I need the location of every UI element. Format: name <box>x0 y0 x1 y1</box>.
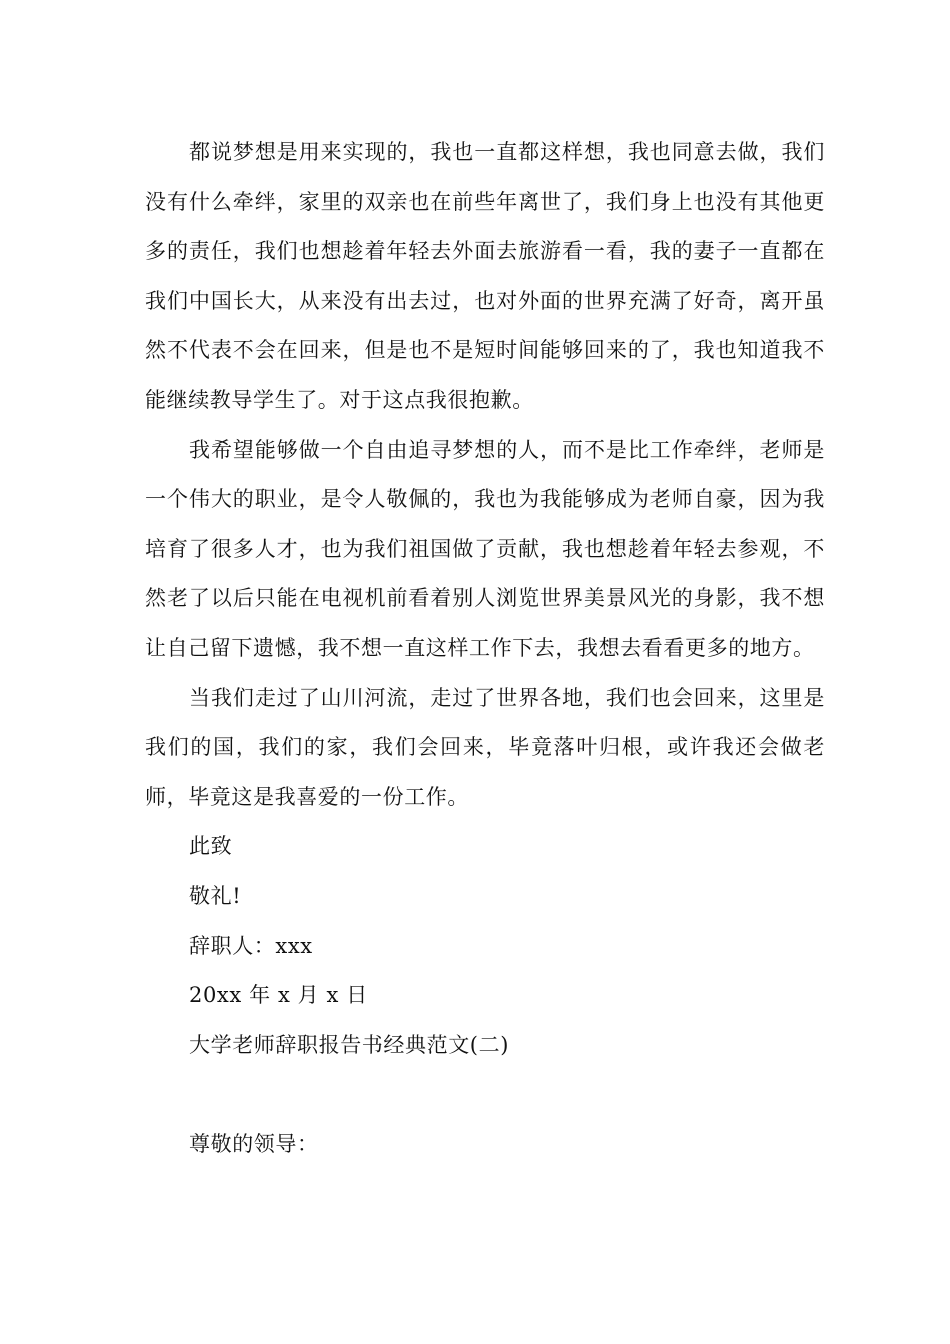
signature-line: 辞职人：xxx <box>189 933 313 958</box>
letter-body <box>145 128 825 1169</box>
paragraph-freedom: 我希望能够做一个自由追寻梦想的人，而不是比工作牵绊，老师是一个伟大的职业，是令人敬佩的，我也为我能够成为老师自豪，因为我培育了很多人才，也为我们祖国做了贡献，我也想趁着年轻去参观，不然老了以后只能在电视机前看着别人浏览世界美景风光的身影，我不想让自己留下遗憾，我不想一直这样工作下去，我想去看看更多的地方。 <box>145 437 825 660</box>
salute-text: 敬礼! <box>189 883 242 908</box>
blank-line <box>145 1070 825 1120</box>
next-section-title: 大学老师辞职报告书经典范文(二) <box>189 1032 509 1057</box>
paragraph-return: 当我们走过了山川河流，走过了世界各地，我们也会回来，这里是我们的国，我们的家，我们会回来，毕竟落叶归根，或许我还会做老师，毕竟这是我喜爱的一份工作。 <box>145 685 825 809</box>
date-line: 20xx 年 x 月 x 日 <box>189 983 368 1008</box>
closing-text: 此致 <box>189 834 233 859</box>
paragraph-dreams: 都说梦想是用来实现的，我也一直都这样想，我也同意去做，我们没有什么牵绊，家里的双亲也在前些年离世了，我们身上也没有其他更多的责任，我们也想趁着年轻去外面去旅游看一看，我的妻子一直都在我们中国长大，从来没有出去过，也对外面的世界充满了好奇，离开虽然不代表不会在回来，但是也不是短时间能够回来的了，我也知道我不能继续教导学生了。对于这点我很抱歉。 <box>145 140 825 412</box>
greeting-line: 尊敬的领导： <box>189 1131 319 1156</box>
